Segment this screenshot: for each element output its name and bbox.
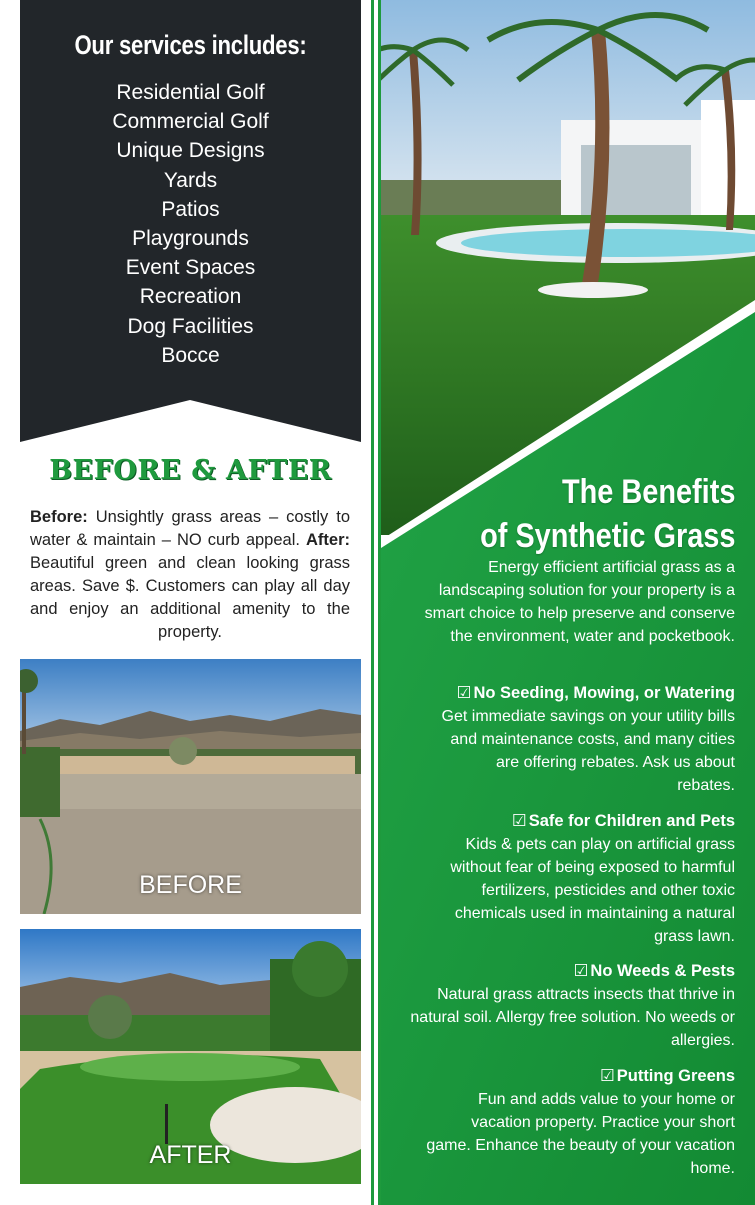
before-after-description	[30, 506, 350, 644]
checkbox-icon: ☑	[456, 684, 472, 702]
service-item: Patios	[161, 197, 220, 221]
after-caption: AFTER	[149, 1141, 232, 1169]
feature-no-weeds	[390, 960, 735, 1052]
service-item: Playgrounds	[132, 227, 249, 251]
service-item: Unique Designs	[116, 139, 265, 163]
service-item: Event Spaces	[125, 256, 256, 280]
benefits-title-line1: The Benefits	[561, 473, 735, 511]
feature-putting-greens	[390, 1065, 735, 1180]
services-list	[20, 78, 361, 370]
benefits-intro: Energy efficient artificial grass as a landscaping solution for your property is a smart choice to help preserve and conserve the environment, water and pocketbook.	[424, 559, 735, 645]
feature-heading: ☑ Putting Greens	[599, 1067, 735, 1085]
feature-text: Natural grass attracts insects that thrive in natural soil. Allergy free solution. No weeds or allergies.	[410, 986, 735, 1049]
right-column	[381, 0, 755, 1205]
feature-text: Fun and adds value to your home or vacation property. Practice your short game. Enhance the beauty of your vacation home.	[426, 1091, 735, 1177]
service-item: Bocce	[161, 343, 220, 367]
checkbox-icon: ☑	[511, 812, 527, 830]
services-title: Our services includes:	[74, 30, 307, 60]
service-item: Yards	[163, 168, 218, 192]
column-divider	[371, 0, 381, 1205]
after-text: Beautiful green and clean looking grass areas. Save $. Customers can play all day and enjoy an additional amenity to the property.	[30, 554, 350, 641]
feature-heading: ☑ No Seeding, Mowing, or Watering	[456, 684, 735, 702]
left-column	[0, 0, 372, 1205]
after-photo	[20, 929, 361, 1184]
feature-no-seeding	[390, 682, 735, 797]
before-caption: BEFORE	[139, 871, 242, 899]
feature-text: Kids & pets can play on artificial grass without fear of being exposed to harmful fertilizers, pesticides and other toxic chemicals used in maintaining a natural grass lawn.	[450, 836, 735, 945]
feature-heading: ☑ No Weeds & Pests	[573, 962, 735, 980]
feature-text: Get immediate savings on your utility bills and maintenance costs, and many cities are offering rebates. Ask us about rebates.	[441, 708, 735, 794]
checkbox-icon: ☑	[573, 962, 589, 980]
service-item: Recreation	[139, 285, 242, 309]
feature-heading: ☑ Safe for Children and Pets	[511, 812, 735, 830]
after-label: After:	[305, 531, 350, 549]
service-item: Commercial Golf	[112, 110, 269, 134]
service-item: Residential Golf	[116, 81, 265, 104]
services-panel	[20, 0, 361, 445]
before-after-title: BEFORE & AFTER	[49, 455, 332, 486]
before-photo	[20, 659, 361, 914]
service-item: Dog Facilities	[127, 314, 254, 338]
before-label: Before:	[30, 508, 88, 526]
benefits-title-line2: of Synthetic Grass	[479, 517, 735, 555]
feature-safe-children-pets	[390, 810, 735, 948]
checkbox-icon: ☑	[599, 1067, 615, 1085]
before-text: Unsightly grass areas – costly to water & maintain – NO curb appeal.	[30, 508, 350, 549]
benefits-title	[480, 470, 735, 558]
